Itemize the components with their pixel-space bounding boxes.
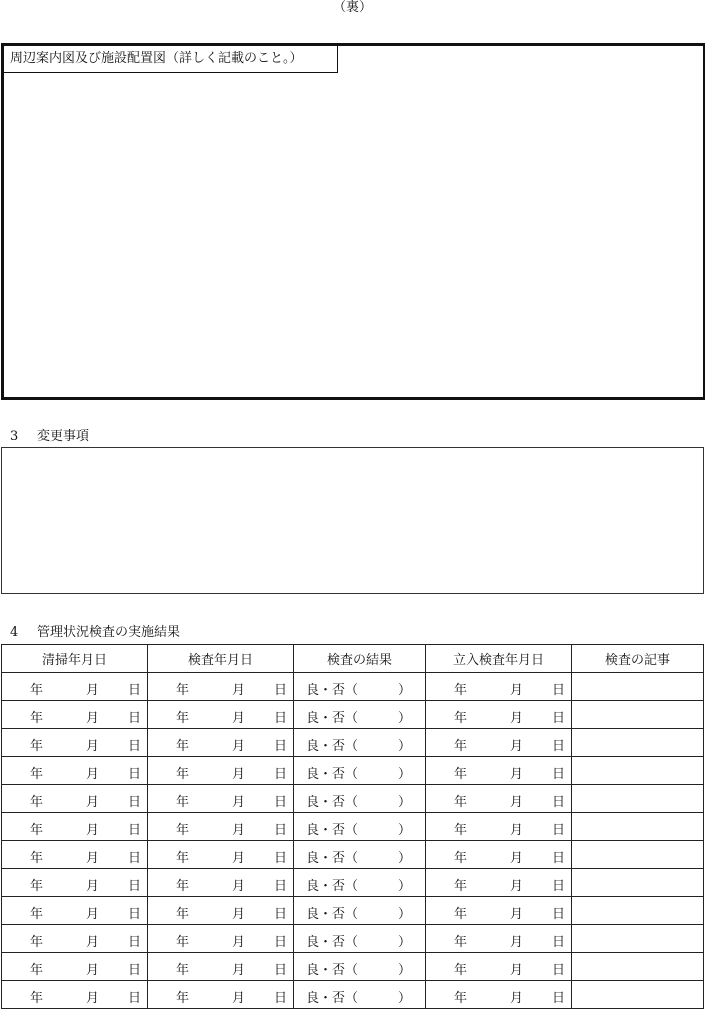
month-label: 月: [510, 907, 524, 922]
cleaning-date-cell[interactable]: [2, 981, 148, 1009]
onsite-inspection-date-cell[interactable]: [426, 869, 572, 897]
day-label: 日: [552, 767, 566, 782]
month-label: 月: [232, 767, 246, 782]
year-label: 年: [454, 907, 468, 922]
inspection-notes-cell[interactable]: [572, 813, 704, 841]
year-label: 年: [176, 851, 190, 866]
month-label: 月: [510, 683, 524, 698]
day-label: 日: [128, 963, 142, 978]
year-label: 年: [176, 739, 190, 754]
month-label: 月: [232, 851, 246, 866]
cleaning-date-cell[interactable]: [2, 701, 148, 729]
inspection-table: [1, 644, 704, 1009]
year-label: 年: [176, 991, 190, 1006]
year-label: 年: [176, 963, 190, 978]
year-label: 年: [176, 711, 190, 726]
month-label: 月: [86, 879, 100, 894]
inspection-notes-cell[interactable]: [572, 981, 704, 1009]
onsite-inspection-date-cell[interactable]: [426, 673, 572, 701]
year-label: 年: [454, 851, 468, 866]
inspection-result-cell[interactable]: [294, 925, 426, 953]
inspection-date-cell[interactable]: [148, 729, 294, 757]
year-label: 年: [30, 907, 44, 922]
map-drawing-area[interactable]: [1, 43, 705, 400]
inspection-result-cell[interactable]: [294, 981, 426, 1009]
year-label: 年: [454, 711, 468, 726]
month-label: 月: [86, 823, 100, 838]
table-row: [2, 701, 704, 729]
page-heading: （裏）: [332, 0, 372, 15]
day-label: 日: [128, 935, 142, 950]
cleaning-date-cell[interactable]: [2, 841, 148, 869]
day-label: 日: [274, 823, 288, 838]
inspection-result-cell[interactable]: [294, 869, 426, 897]
day-label: 日: [128, 991, 142, 1006]
month-label: 月: [510, 711, 524, 726]
map-section-label: 周辺案内図及び施設配置図（詳しく記載のこと。）: [4, 46, 338, 73]
month-label: 月: [510, 963, 524, 978]
year-label: 年: [454, 795, 468, 810]
cleaning-date-cell[interactable]: [2, 953, 148, 981]
result-options-label: 良・否（: [306, 991, 359, 1006]
result-options-label: 良・否（: [306, 879, 359, 894]
table-row: [2, 869, 704, 897]
inspection-result-cell[interactable]: [294, 841, 426, 869]
inspection-date-cell[interactable]: [148, 869, 294, 897]
table-row: [2, 785, 704, 813]
day-label: 日: [552, 795, 566, 810]
inspection-date-cell[interactable]: [148, 841, 294, 869]
result-close-paren: ）: [397, 851, 411, 866]
inspection-date-cell[interactable]: [148, 981, 294, 1009]
month-label: 月: [510, 767, 524, 782]
month-label: 月: [510, 879, 524, 894]
table-row: [2, 897, 704, 925]
onsite-inspection-date-cell[interactable]: [426, 701, 572, 729]
onsite-inspection-date-cell[interactable]: [426, 981, 572, 1009]
month-label: 月: [86, 767, 100, 782]
result-close-paren: ）: [397, 991, 411, 1006]
month-label: 月: [232, 823, 246, 838]
year-label: 年: [454, 963, 468, 978]
cleaning-date-cell[interactable]: [2, 869, 148, 897]
change-section-title: [10, 429, 89, 445]
day-label: 日: [552, 683, 566, 698]
inspection-date-cell[interactable]: [148, 897, 294, 925]
table-row: [2, 953, 704, 981]
year-label: 年: [30, 963, 44, 978]
inspection-notes-cell[interactable]: [572, 757, 704, 785]
result-options-label: 良・否（: [306, 739, 359, 754]
cleaning-date-cell[interactable]: [2, 897, 148, 925]
result-close-paren: ）: [397, 963, 411, 978]
year-label: 年: [454, 767, 468, 782]
month-label: 月: [232, 879, 246, 894]
day-label: 日: [128, 907, 142, 922]
result-close-paren: ）: [397, 879, 411, 894]
change-section-number: 3: [10, 429, 19, 444]
inspection-result-cell[interactable]: [294, 757, 426, 785]
month-label: 月: [86, 907, 100, 922]
year-label: 年: [176, 795, 190, 810]
result-options-label: 良・否（: [306, 851, 359, 866]
day-label: 日: [274, 795, 288, 810]
table-row: [2, 925, 704, 953]
month-label: 月: [86, 991, 100, 1006]
day-label: 日: [552, 935, 566, 950]
month-label: 月: [510, 851, 524, 866]
month-label: 月: [232, 907, 246, 922]
day-label: 日: [128, 683, 142, 698]
inspection-date-cell[interactable]: [148, 757, 294, 785]
inspection-date-cell[interactable]: [148, 953, 294, 981]
year-label: 年: [454, 739, 468, 754]
year-label: 年: [30, 991, 44, 1006]
cleaning-date-cell[interactable]: [2, 813, 148, 841]
day-label: 日: [274, 683, 288, 698]
onsite-inspection-date-cell[interactable]: [426, 841, 572, 869]
year-label: 年: [454, 879, 468, 894]
year-label: 年: [176, 683, 190, 698]
inspection-result-cell[interactable]: [294, 813, 426, 841]
year-label: 年: [30, 823, 44, 838]
inspection-section-label: 管理状況検査の実施結果: [37, 625, 181, 640]
day-label: 日: [274, 711, 288, 726]
year-label: 年: [176, 823, 190, 838]
day-label: 日: [128, 879, 142, 894]
result-close-paren: ）: [397, 823, 411, 838]
result-options-label: 良・否（: [306, 767, 359, 782]
inspection-notes-cell[interactable]: [572, 953, 704, 981]
year-label: 年: [176, 907, 190, 922]
cleaning-date-cell[interactable]: [2, 757, 148, 785]
inspection-date-cell[interactable]: [148, 701, 294, 729]
year-label: 年: [30, 879, 44, 894]
month-label: 月: [510, 739, 524, 754]
month-label: 月: [86, 739, 100, 754]
result-close-paren: ）: [397, 907, 411, 922]
result-options-label: 良・否（: [306, 935, 359, 950]
onsite-inspection-date-cell[interactable]: [426, 925, 572, 953]
table-row: [2, 757, 704, 785]
result-close-paren: ）: [397, 935, 411, 950]
header-onsite-inspection-date: 立入検査年月日: [426, 645, 572, 673]
month-label: 月: [510, 823, 524, 838]
month-label: 月: [232, 711, 246, 726]
month-label: 月: [86, 683, 100, 698]
cleaning-date-cell[interactable]: [2, 729, 148, 757]
day-label: 日: [552, 851, 566, 866]
year-label: 年: [30, 767, 44, 782]
result-close-paren: ）: [397, 767, 411, 782]
inspection-notes-cell[interactable]: [572, 673, 704, 701]
onsite-inspection-date-cell[interactable]: [426, 953, 572, 981]
month-label: 月: [510, 795, 524, 810]
inspection-date-cell[interactable]: [148, 925, 294, 953]
year-label: 年: [176, 767, 190, 782]
day-label: 日: [274, 907, 288, 922]
day-label: 日: [274, 851, 288, 866]
day-label: 日: [128, 711, 142, 726]
onsite-inspection-date-cell[interactable]: [426, 757, 572, 785]
month-label: 月: [86, 795, 100, 810]
result-close-paren: ）: [397, 795, 411, 810]
year-label: 年: [30, 739, 44, 754]
result-options-label: 良・否（: [306, 711, 359, 726]
year-label: 年: [30, 935, 44, 950]
day-label: 日: [274, 935, 288, 950]
day-label: 日: [128, 823, 142, 838]
month-label: 月: [232, 795, 246, 810]
year-label: 年: [176, 879, 190, 894]
inspection-notes-cell[interactable]: [572, 869, 704, 897]
day-label: 日: [128, 795, 142, 810]
header-cleaning-date: 清掃年月日: [2, 645, 148, 673]
inspection-section-number: 4: [10, 625, 19, 640]
inspection-date-cell[interactable]: [148, 673, 294, 701]
result-options-label: 良・否（: [306, 823, 359, 838]
inspection-result-cell[interactable]: [294, 673, 426, 701]
year-label: 年: [30, 711, 44, 726]
day-label: 日: [274, 739, 288, 754]
onsite-inspection-date-cell[interactable]: [426, 897, 572, 925]
day-label: 日: [552, 879, 566, 894]
inspection-date-cell[interactable]: [148, 785, 294, 813]
inspection-notes-cell[interactable]: [572, 785, 704, 813]
inspection-result-cell[interactable]: [294, 953, 426, 981]
month-label: 月: [232, 683, 246, 698]
inspection-result-cell[interactable]: [294, 701, 426, 729]
day-label: 日: [128, 851, 142, 866]
table-row: [2, 981, 704, 1009]
onsite-inspection-date-cell[interactable]: [426, 729, 572, 757]
inspection-notes-cell[interactable]: [572, 897, 704, 925]
change-section-label: 変更事項: [37, 429, 90, 444]
change-details-field[interactable]: [1, 447, 704, 594]
year-label: 年: [454, 991, 468, 1006]
header-inspection-result: 検査の結果: [294, 645, 426, 673]
day-label: 日: [274, 767, 288, 782]
day-label: 日: [274, 879, 288, 894]
inspection-notes-cell[interactable]: [572, 925, 704, 953]
result-close-paren: ）: [397, 739, 411, 754]
month-label: 月: [86, 711, 100, 726]
table-row: [2, 729, 704, 757]
result-options-label: 良・否（: [306, 963, 359, 978]
month-label: 月: [232, 991, 246, 1006]
table-row: [2, 813, 704, 841]
header-inspection-notes: 検査の記事: [572, 645, 704, 673]
month-label: 月: [510, 991, 524, 1006]
year-label: 年: [30, 851, 44, 866]
onsite-inspection-date-cell[interactable]: [426, 785, 572, 813]
result-options-label: 良・否（: [306, 795, 359, 810]
month-label: 月: [232, 963, 246, 978]
month-label: 月: [232, 739, 246, 754]
month-label: 月: [510, 935, 524, 950]
inspection-notes-cell[interactable]: [572, 841, 704, 869]
onsite-inspection-date-cell[interactable]: [426, 813, 572, 841]
result-options-label: 良・否（: [306, 683, 359, 698]
result-close-paren: ）: [397, 711, 411, 726]
result-options-label: 良・否（: [306, 907, 359, 922]
table-row: [2, 841, 704, 869]
month-label: 月: [232, 935, 246, 950]
inspection-result-cell[interactable]: [294, 785, 426, 813]
month-label: 月: [86, 935, 100, 950]
year-label: 年: [30, 683, 44, 698]
day-label: 日: [552, 739, 566, 754]
day-label: 日: [552, 907, 566, 922]
header-inspection-date: 検査年月日: [148, 645, 294, 673]
year-label: 年: [30, 795, 44, 810]
day-label: 日: [552, 823, 566, 838]
inspection-section-title: [10, 625, 180, 641]
inspection-result-cell[interactable]: [294, 729, 426, 757]
result-close-paren: ）: [397, 683, 411, 698]
year-label: 年: [454, 935, 468, 950]
year-label: 年: [454, 683, 468, 698]
day-label: 日: [128, 767, 142, 782]
day-label: 日: [552, 711, 566, 726]
day-label: 日: [274, 963, 288, 978]
day-label: 日: [552, 991, 566, 1006]
month-label: 月: [86, 963, 100, 978]
inspection-header-row: [2, 645, 704, 673]
inspection-date-cell[interactable]: [148, 813, 294, 841]
inspection-notes-cell[interactable]: [572, 701, 704, 729]
day-label: 日: [274, 991, 288, 1006]
cleaning-date-cell[interactable]: [2, 925, 148, 953]
day-label: 日: [552, 963, 566, 978]
year-label: 年: [454, 823, 468, 838]
year-label: 年: [176, 935, 190, 950]
table-row: [2, 673, 704, 701]
day-label: 日: [128, 739, 142, 754]
inspection-result-cell[interactable]: [294, 897, 426, 925]
cleaning-date-cell[interactable]: [2, 785, 148, 813]
cleaning-date-cell[interactable]: [2, 673, 148, 701]
month-label: 月: [86, 851, 100, 866]
inspection-notes-cell[interactable]: [572, 729, 704, 757]
